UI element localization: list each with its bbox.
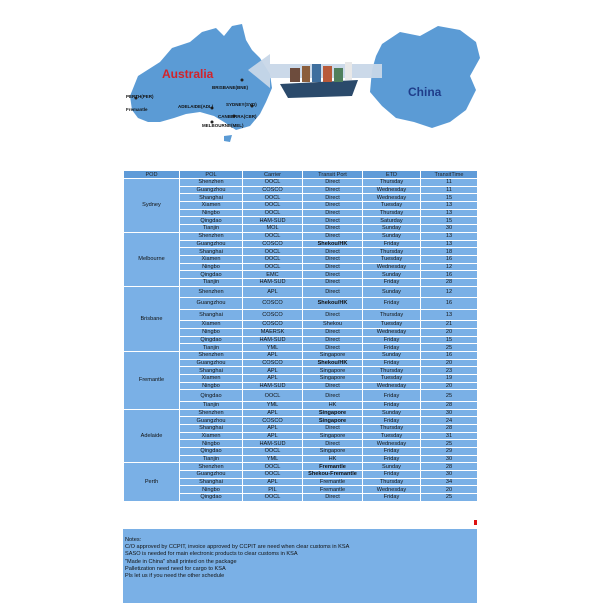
header-pod: POD xyxy=(124,171,180,179)
transit-time-cell: 11 xyxy=(421,186,478,194)
carrier-cell: APL xyxy=(243,374,303,382)
carrier-cell: COSCO xyxy=(243,309,303,321)
transit-port-cell: Direct xyxy=(303,202,363,210)
etd-cell: Wednesday xyxy=(363,382,421,390)
pol-cell: Shanghai xyxy=(180,424,243,432)
pol-cell: Guangzhou xyxy=(180,417,243,425)
etd-cell: Friday xyxy=(363,359,421,367)
etd-cell: Wednesday xyxy=(363,263,421,271)
table-row xyxy=(124,351,478,359)
carrier-cell: YML xyxy=(243,401,303,409)
transit-time-cell: 28 xyxy=(421,278,478,286)
etd-cell: Wednesday xyxy=(363,186,421,194)
carrier-cell: COSCO xyxy=(243,417,303,425)
transit-time-cell: 24 xyxy=(421,417,478,425)
carrier-cell: APL xyxy=(243,424,303,432)
etd-cell: Thursday xyxy=(363,179,421,187)
carrier-cell: HAM-SUD xyxy=(243,336,303,344)
transit-port-cell: Direct xyxy=(303,217,363,225)
pol-cell: Shenzhen xyxy=(180,409,243,417)
transit-time-cell: 28 xyxy=(421,424,478,432)
header-carrier: Carrier xyxy=(243,171,303,179)
carrier-cell: OOCL xyxy=(243,471,303,479)
transit-port-cell: Direct xyxy=(303,278,363,286)
carrier-cell: OOCL xyxy=(243,202,303,210)
transit-time-cell: 13 xyxy=(421,309,478,321)
etd-cell: Thursday xyxy=(363,209,421,217)
carrier-cell: OOCL xyxy=(243,463,303,471)
city-label-perth: PERTH(PER) xyxy=(126,94,154,99)
etd-cell: Friday xyxy=(363,447,421,455)
transit-time-cell: 13 xyxy=(421,202,478,210)
etd-cell: Sunday xyxy=(363,463,421,471)
etd-cell: Wednesday xyxy=(363,194,421,202)
carrier-cell: OOCL xyxy=(243,255,303,263)
transit-port-cell: Direct xyxy=(303,179,363,187)
transit-port-cell: Singapore xyxy=(303,367,363,375)
pol-cell: Shenzhen xyxy=(180,179,243,187)
transit-port-cell: Direct xyxy=(303,336,363,344)
carrier-cell: OOCL xyxy=(243,194,303,202)
transit-port-cell: Direct xyxy=(303,255,363,263)
transit-port-cell: Shekou/HK xyxy=(303,298,363,310)
etd-cell: Friday xyxy=(363,278,421,286)
transit-port-cell: Singapore xyxy=(303,409,363,417)
pol-cell: Tianjin xyxy=(180,278,243,286)
carrier-cell: OOCL xyxy=(243,179,303,187)
pod-cell: Sydney xyxy=(124,179,180,233)
table-row xyxy=(124,179,478,187)
transit-port-cell: Direct xyxy=(303,344,363,352)
carrier-cell: HAM-SUD xyxy=(243,278,303,286)
pod-cell: Fremantle xyxy=(124,351,180,409)
carrier-cell: YML xyxy=(243,455,303,463)
note-line: SASO is needed for main electronic products to clear customs in KSA xyxy=(125,551,298,558)
table-row xyxy=(124,286,478,298)
etd-cell: Friday xyxy=(363,298,421,310)
pol-cell: Ningbo xyxy=(180,486,243,494)
transit-time-cell: 15 xyxy=(421,336,478,344)
carrier-cell: APL xyxy=(243,432,303,440)
transit-port-cell: Shekou xyxy=(303,321,363,329)
transit-port-cell: Shekou/HK xyxy=(303,240,363,248)
transit-time-cell: 16 xyxy=(421,351,478,359)
carrier-cell: COSCO xyxy=(243,240,303,248)
pol-cell: Tianjin xyxy=(180,455,243,463)
carrier-cell: OOCL xyxy=(243,447,303,455)
transit-time-cell: 30 xyxy=(421,471,478,479)
note-line: Pls let us if you need the other schedule xyxy=(125,573,225,580)
carrier-cell: APL xyxy=(243,478,303,486)
transit-time-cell: 13 xyxy=(421,209,478,217)
pol-cell: Xiamen xyxy=(180,321,243,329)
transit-time-cell: 11 xyxy=(421,179,478,187)
city-label-fremantle: Fremantle xyxy=(126,107,148,112)
transit-time-cell: 28 xyxy=(421,401,478,409)
transit-port-cell: Singapore xyxy=(303,374,363,382)
pod-cell: Melbourne xyxy=(124,232,180,286)
notes-box xyxy=(123,529,477,603)
pol-cell: Tianjin xyxy=(180,401,243,409)
shipping-route-map xyxy=(120,18,480,158)
carrier-cell: PIL xyxy=(243,486,303,494)
note-line: C/O approved by CCPIT, invoice approved by CCPIT are need when clear customs in KSA xyxy=(125,544,350,551)
transit-time-cell: 12 xyxy=(421,286,478,298)
transit-port-cell: Direct xyxy=(303,382,363,390)
pol-cell: Ningbo xyxy=(180,382,243,390)
transit-time-cell: 20 xyxy=(421,359,478,367)
transit-port-cell: Direct xyxy=(303,424,363,432)
notes-heading: Notes: xyxy=(125,537,142,543)
pol-cell: Tianjin xyxy=(180,344,243,352)
etd-cell: Sunday xyxy=(363,351,421,359)
transit-port-cell: Direct xyxy=(303,494,363,502)
china-map-shape xyxy=(370,26,480,128)
transit-time-cell: 25 xyxy=(421,344,478,352)
transit-port-cell: Direct xyxy=(303,209,363,217)
transit-time-cell: 25 xyxy=(421,494,478,502)
pod-cell: Brisbane xyxy=(124,286,180,351)
pol-cell: Shanghai xyxy=(180,478,243,486)
carrier-cell: OOCL xyxy=(243,390,303,402)
table-row xyxy=(124,409,478,417)
schedule-table-container xyxy=(123,170,477,502)
pol-cell: Xiamen xyxy=(180,255,243,263)
city-label-brisbane: BRISBANE(BNE) xyxy=(212,85,248,90)
pol-cell: Ningbo xyxy=(180,263,243,271)
etd-cell: Friday xyxy=(363,240,421,248)
carrier-cell: APL xyxy=(243,286,303,298)
etd-cell: Saturday xyxy=(363,217,421,225)
transit-time-cell: 20 xyxy=(421,486,478,494)
transit-port-cell: Direct xyxy=(303,232,363,240)
pol-cell: Shanghai xyxy=(180,367,243,375)
carrier-cell: OOCL xyxy=(243,232,303,240)
australia-label: Australia xyxy=(162,67,214,81)
transit-time-cell: 30 xyxy=(421,225,478,233)
carrier-cell: YML xyxy=(243,344,303,352)
carrier-cell: APL xyxy=(243,367,303,375)
table-header-row xyxy=(124,171,478,179)
transit-time-cell: 15 xyxy=(421,217,478,225)
transit-time-cell: 18 xyxy=(421,248,478,256)
transit-port-cell: Fremantle xyxy=(303,478,363,486)
pol-cell: Qingdao xyxy=(180,447,243,455)
transit-time-cell: 34 xyxy=(421,478,478,486)
pol-cell: Qingdao xyxy=(180,336,243,344)
carrier-cell: COSCO xyxy=(243,186,303,194)
pol-cell: Guangzhou xyxy=(180,359,243,367)
etd-cell: Tuesday xyxy=(363,374,421,382)
note-line: "Made in China" shall printed on the package xyxy=(125,558,237,565)
transit-port-cell: Singapore xyxy=(303,351,363,359)
header-pol: POL xyxy=(180,171,243,179)
table-row xyxy=(124,232,478,240)
city-label-sydney: SYDNEY(SYD) xyxy=(226,102,257,107)
carrier-cell: MAERSK xyxy=(243,328,303,336)
pol-cell: Ningbo xyxy=(180,440,243,448)
transit-port-cell: Shekou/HK xyxy=(303,359,363,367)
transit-time-cell: 12 xyxy=(421,263,478,271)
transit-port-cell: Direct xyxy=(303,186,363,194)
transit-time-cell: 25 xyxy=(421,440,478,448)
etd-cell: Sunday xyxy=(363,409,421,417)
transit-time-cell: 20 xyxy=(421,382,478,390)
carrier-cell: APL xyxy=(243,351,303,359)
etd-cell: Tuesday xyxy=(363,321,421,329)
header-transit-port: Transit Port xyxy=(303,171,363,179)
carrier-cell: OOCL xyxy=(243,209,303,217)
etd-cell: Friday xyxy=(363,455,421,463)
etd-cell: Wednesday xyxy=(363,486,421,494)
transit-port-cell: Fremantle xyxy=(303,486,363,494)
etd-cell: Friday xyxy=(363,390,421,402)
transit-port-cell: Direct xyxy=(303,440,363,448)
carrier-cell: OOCL xyxy=(243,263,303,271)
pol-cell: Guangzhou xyxy=(180,471,243,479)
city-label-canberra: CANBERRA(CBR) xyxy=(218,114,257,119)
etd-cell: Friday xyxy=(363,494,421,502)
transit-port-cell: Fremantle xyxy=(303,463,363,471)
transit-port-cell: Direct xyxy=(303,309,363,321)
transit-port-cell: Shekou-Fremantle xyxy=(303,471,363,479)
etd-cell: Friday xyxy=(363,471,421,479)
pol-cell: Ningbo xyxy=(180,328,243,336)
tasmania-shape xyxy=(224,135,232,142)
header-etd: ETD xyxy=(363,171,421,179)
etd-cell: Sunday xyxy=(363,271,421,279)
pol-cell: Qingdao xyxy=(180,390,243,402)
transit-port-cell: Direct xyxy=(303,390,363,402)
etd-cell: Sunday xyxy=(363,286,421,298)
transit-time-cell: 13 xyxy=(421,240,478,248)
red-marker xyxy=(474,520,477,525)
carrier-cell: EMC xyxy=(243,271,303,279)
transit-time-cell: 16 xyxy=(421,271,478,279)
transit-time-cell: 15 xyxy=(421,194,478,202)
pol-cell: Guangzhou xyxy=(180,298,243,310)
transit-time-cell: 19 xyxy=(421,374,478,382)
carrier-cell: MOL xyxy=(243,225,303,233)
carrier-cell: COSCO xyxy=(243,298,303,310)
transit-time-cell: 21 xyxy=(421,321,478,329)
transit-port-cell: Direct xyxy=(303,194,363,202)
city-label-adelaide: ADELAIDE(ADL) xyxy=(178,104,214,109)
transit-time-cell: 31 xyxy=(421,432,478,440)
etd-cell: Tuesday xyxy=(363,202,421,210)
etd-cell: Tuesday xyxy=(363,432,421,440)
city-label-melbourne: MELBOURNE(MEL) xyxy=(202,123,244,128)
etd-cell: Thursday xyxy=(363,248,421,256)
transit-port-cell: Direct xyxy=(303,248,363,256)
carrier-cell: COSCO xyxy=(243,321,303,329)
etd-cell: Thursday xyxy=(363,367,421,375)
pol-cell: Qingdao xyxy=(180,217,243,225)
pol-cell: Xiamen xyxy=(180,374,243,382)
etd-cell: Thursday xyxy=(363,309,421,321)
pol-cell: Shenzhen xyxy=(180,463,243,471)
pol-cell: Guangzhou xyxy=(180,240,243,248)
container-ship-image xyxy=(280,56,358,98)
pol-cell: Qingdao xyxy=(180,271,243,279)
pol-cell: Qingdao xyxy=(180,494,243,502)
carrier-cell: HAM-SUD xyxy=(243,382,303,390)
transit-time-cell: 16 xyxy=(421,298,478,310)
pol-cell: Xiamen xyxy=(180,432,243,440)
etd-cell: Wednesday xyxy=(363,328,421,336)
pol-cell: Ningbo xyxy=(180,209,243,217)
pol-cell: Shanghai xyxy=(180,248,243,256)
pol-cell: Tianjin xyxy=(180,225,243,233)
transit-port-cell: Singapore xyxy=(303,417,363,425)
pol-cell: Shenzhen xyxy=(180,286,243,298)
carrier-cell: COSCO xyxy=(243,359,303,367)
pol-cell: Shanghai xyxy=(180,309,243,321)
pod-cell: Adelaide xyxy=(124,409,180,463)
header-transit-time: TransitTime xyxy=(421,171,478,179)
transit-port-cell: Singapore xyxy=(303,447,363,455)
carrier-cell: OOCL xyxy=(243,494,303,502)
etd-cell: Tuesday xyxy=(363,255,421,263)
transit-port-cell: Direct xyxy=(303,271,363,279)
carrier-cell: HAM-SUD xyxy=(243,217,303,225)
china-label: China xyxy=(408,85,442,99)
etd-cell: Thursday xyxy=(363,424,421,432)
note-line: Palletization need need for cargo to KSA xyxy=(125,565,226,572)
transit-time-cell: 30 xyxy=(421,409,478,417)
transit-time-cell: 16 xyxy=(421,255,478,263)
transit-time-cell: 30 xyxy=(421,455,478,463)
transit-port-cell: HK xyxy=(303,401,363,409)
transit-port-cell: Direct xyxy=(303,328,363,336)
pol-cell: Shenzhen xyxy=(180,232,243,240)
table-row xyxy=(124,463,478,471)
transit-port-cell: Direct xyxy=(303,286,363,298)
transit-port-cell: Singapore xyxy=(303,432,363,440)
etd-cell: Friday xyxy=(363,336,421,344)
pol-cell: Shanghai xyxy=(180,194,243,202)
pol-cell: Guangzhou xyxy=(180,186,243,194)
transit-time-cell: 13 xyxy=(421,232,478,240)
transit-port-cell: Direct xyxy=(303,225,363,233)
transit-time-cell: 25 xyxy=(421,390,478,402)
carrier-cell: HAM-SUD xyxy=(243,440,303,448)
carrier-cell: OOCL xyxy=(243,248,303,256)
pol-cell: Shenzhen xyxy=(180,351,243,359)
transit-time-cell: 20 xyxy=(421,328,478,336)
etd-cell: Friday xyxy=(363,401,421,409)
etd-cell: Thursday xyxy=(363,478,421,486)
schedule-table xyxy=(123,170,478,502)
transit-port-cell: Direct xyxy=(303,263,363,271)
etd-cell: Friday xyxy=(363,417,421,425)
etd-cell: Friday xyxy=(363,344,421,352)
etd-cell: Sunday xyxy=(363,232,421,240)
carrier-cell: APL xyxy=(243,409,303,417)
transit-time-cell: 23 xyxy=(421,367,478,375)
etd-cell: Wednesday xyxy=(363,440,421,448)
transit-port-cell: HK xyxy=(303,455,363,463)
pol-cell: Xiamen xyxy=(180,202,243,210)
transit-time-cell: 28 xyxy=(421,463,478,471)
etd-cell: Sunday xyxy=(363,225,421,233)
transit-time-cell: 29 xyxy=(421,447,478,455)
pod-cell: Perth xyxy=(124,463,180,501)
